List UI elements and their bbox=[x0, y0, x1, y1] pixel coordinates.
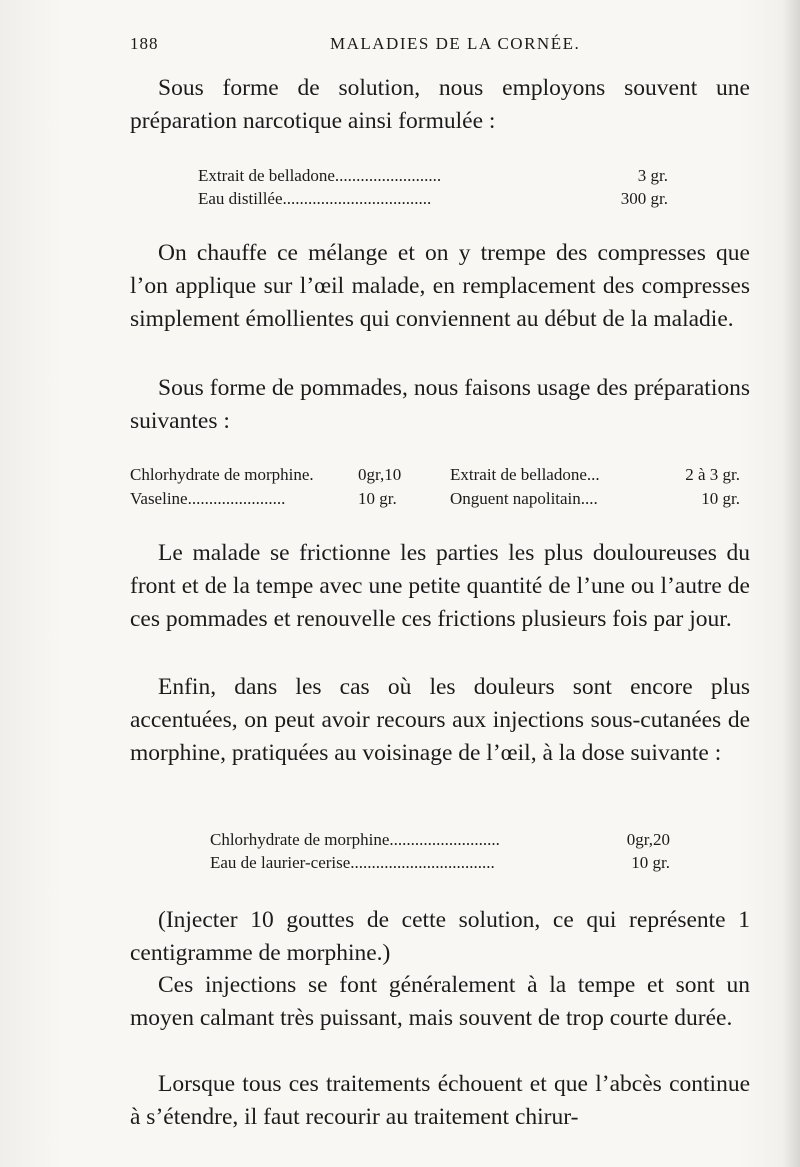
recipe-line bbox=[198, 187, 668, 210]
paragraph-solution: Sous forme de solution, nous employons souvent une préparation narcotique ainsi formulée : bbox=[130, 75, 750, 134]
page-number: 188 bbox=[130, 34, 159, 53]
recipe-line bbox=[130, 487, 740, 511]
page-header bbox=[130, 34, 750, 60]
ingredient-name: Eau distillée................................... bbox=[198, 189, 432, 208]
recipe-line bbox=[198, 164, 668, 187]
ingredient-amount: 0gr,10 bbox=[358, 465, 402, 484]
ingredient-amount: 10 gr. bbox=[701, 489, 740, 508]
ingredient-name: Extrait de belladone......................... bbox=[198, 166, 442, 185]
recipe-line bbox=[210, 828, 670, 851]
recipe-pommades bbox=[130, 463, 740, 511]
running-title: MALADIES DE LA CORNÉE. bbox=[330, 34, 581, 53]
ingredient-name: Chlorhydrate de morphine. bbox=[130, 465, 314, 484]
ingredient-name: Onguent napolitain.... bbox=[450, 489, 598, 508]
ingredient-name: Extrait de belladone... bbox=[450, 465, 600, 484]
paragraph-surgery: Lorsque tous ces traitements échouent et que l’abcès continue à s’étendre, il faut recourir au traitement chirur- bbox=[130, 1071, 750, 1130]
ingredient-amount: 10 gr. bbox=[358, 489, 397, 508]
ingredient-amount: 3 gr. bbox=[637, 166, 668, 185]
paragraph-compresses: On chauffe ce mélange et on y trempe des compresses que l’on applique sur l’œil malade, en remplacement des compresses simplement émollientes qui conviennent au début de la maladie. bbox=[130, 240, 750, 332]
paragraph-injections: Enfin, dans les cas où les douleurs sont encore plus accentuées, on peut avoir recours aux injections sous-cutanées de morphine, pratiquées au voisinage de l’œil, à la dose suivante : bbox=[130, 674, 750, 766]
recipe-solution bbox=[198, 164, 668, 210]
ingredient-amount: 10 gr. bbox=[631, 853, 670, 872]
page-edge-shadow bbox=[782, 0, 800, 1167]
recipe-line bbox=[130, 463, 740, 487]
ingredient-amount: 300 gr. bbox=[620, 189, 668, 208]
paragraph-effect: Ces injections se font généralement à la tempe et sont un moyen calmant très puissant, mais souvent de trop courte durée. bbox=[130, 972, 750, 1031]
ingredient-name: Chlorhydrate de morphine.......................... bbox=[210, 830, 500, 849]
paragraph-friction: Le malade se frictionne les parties les plus douloureuses du front et de la tempe avec une petite quantité de l’une ou l’autre de ces pommades et renouvelle ces frictions plusieurs fois par jour. bbox=[130, 540, 750, 632]
recipe-line bbox=[210, 851, 670, 874]
ingredient-name: Eau de laurier-cerise.................................. bbox=[210, 853, 495, 872]
paragraph-dosage-note: (Injecter 10 gouttes de cette solution, ce qui représente 1 centigramme de morphine.) bbox=[130, 907, 750, 966]
ingredient-name: Vaseline....................... bbox=[130, 489, 286, 508]
ingredient-amount: 0gr,20 bbox=[626, 830, 670, 849]
paragraph-pommades: Sous forme de pommades, nous faisons usage des préparations suivantes : bbox=[130, 375, 750, 434]
ingredient-amount: 2 à 3 gr. bbox=[685, 465, 740, 484]
recipe-injection bbox=[210, 828, 670, 874]
